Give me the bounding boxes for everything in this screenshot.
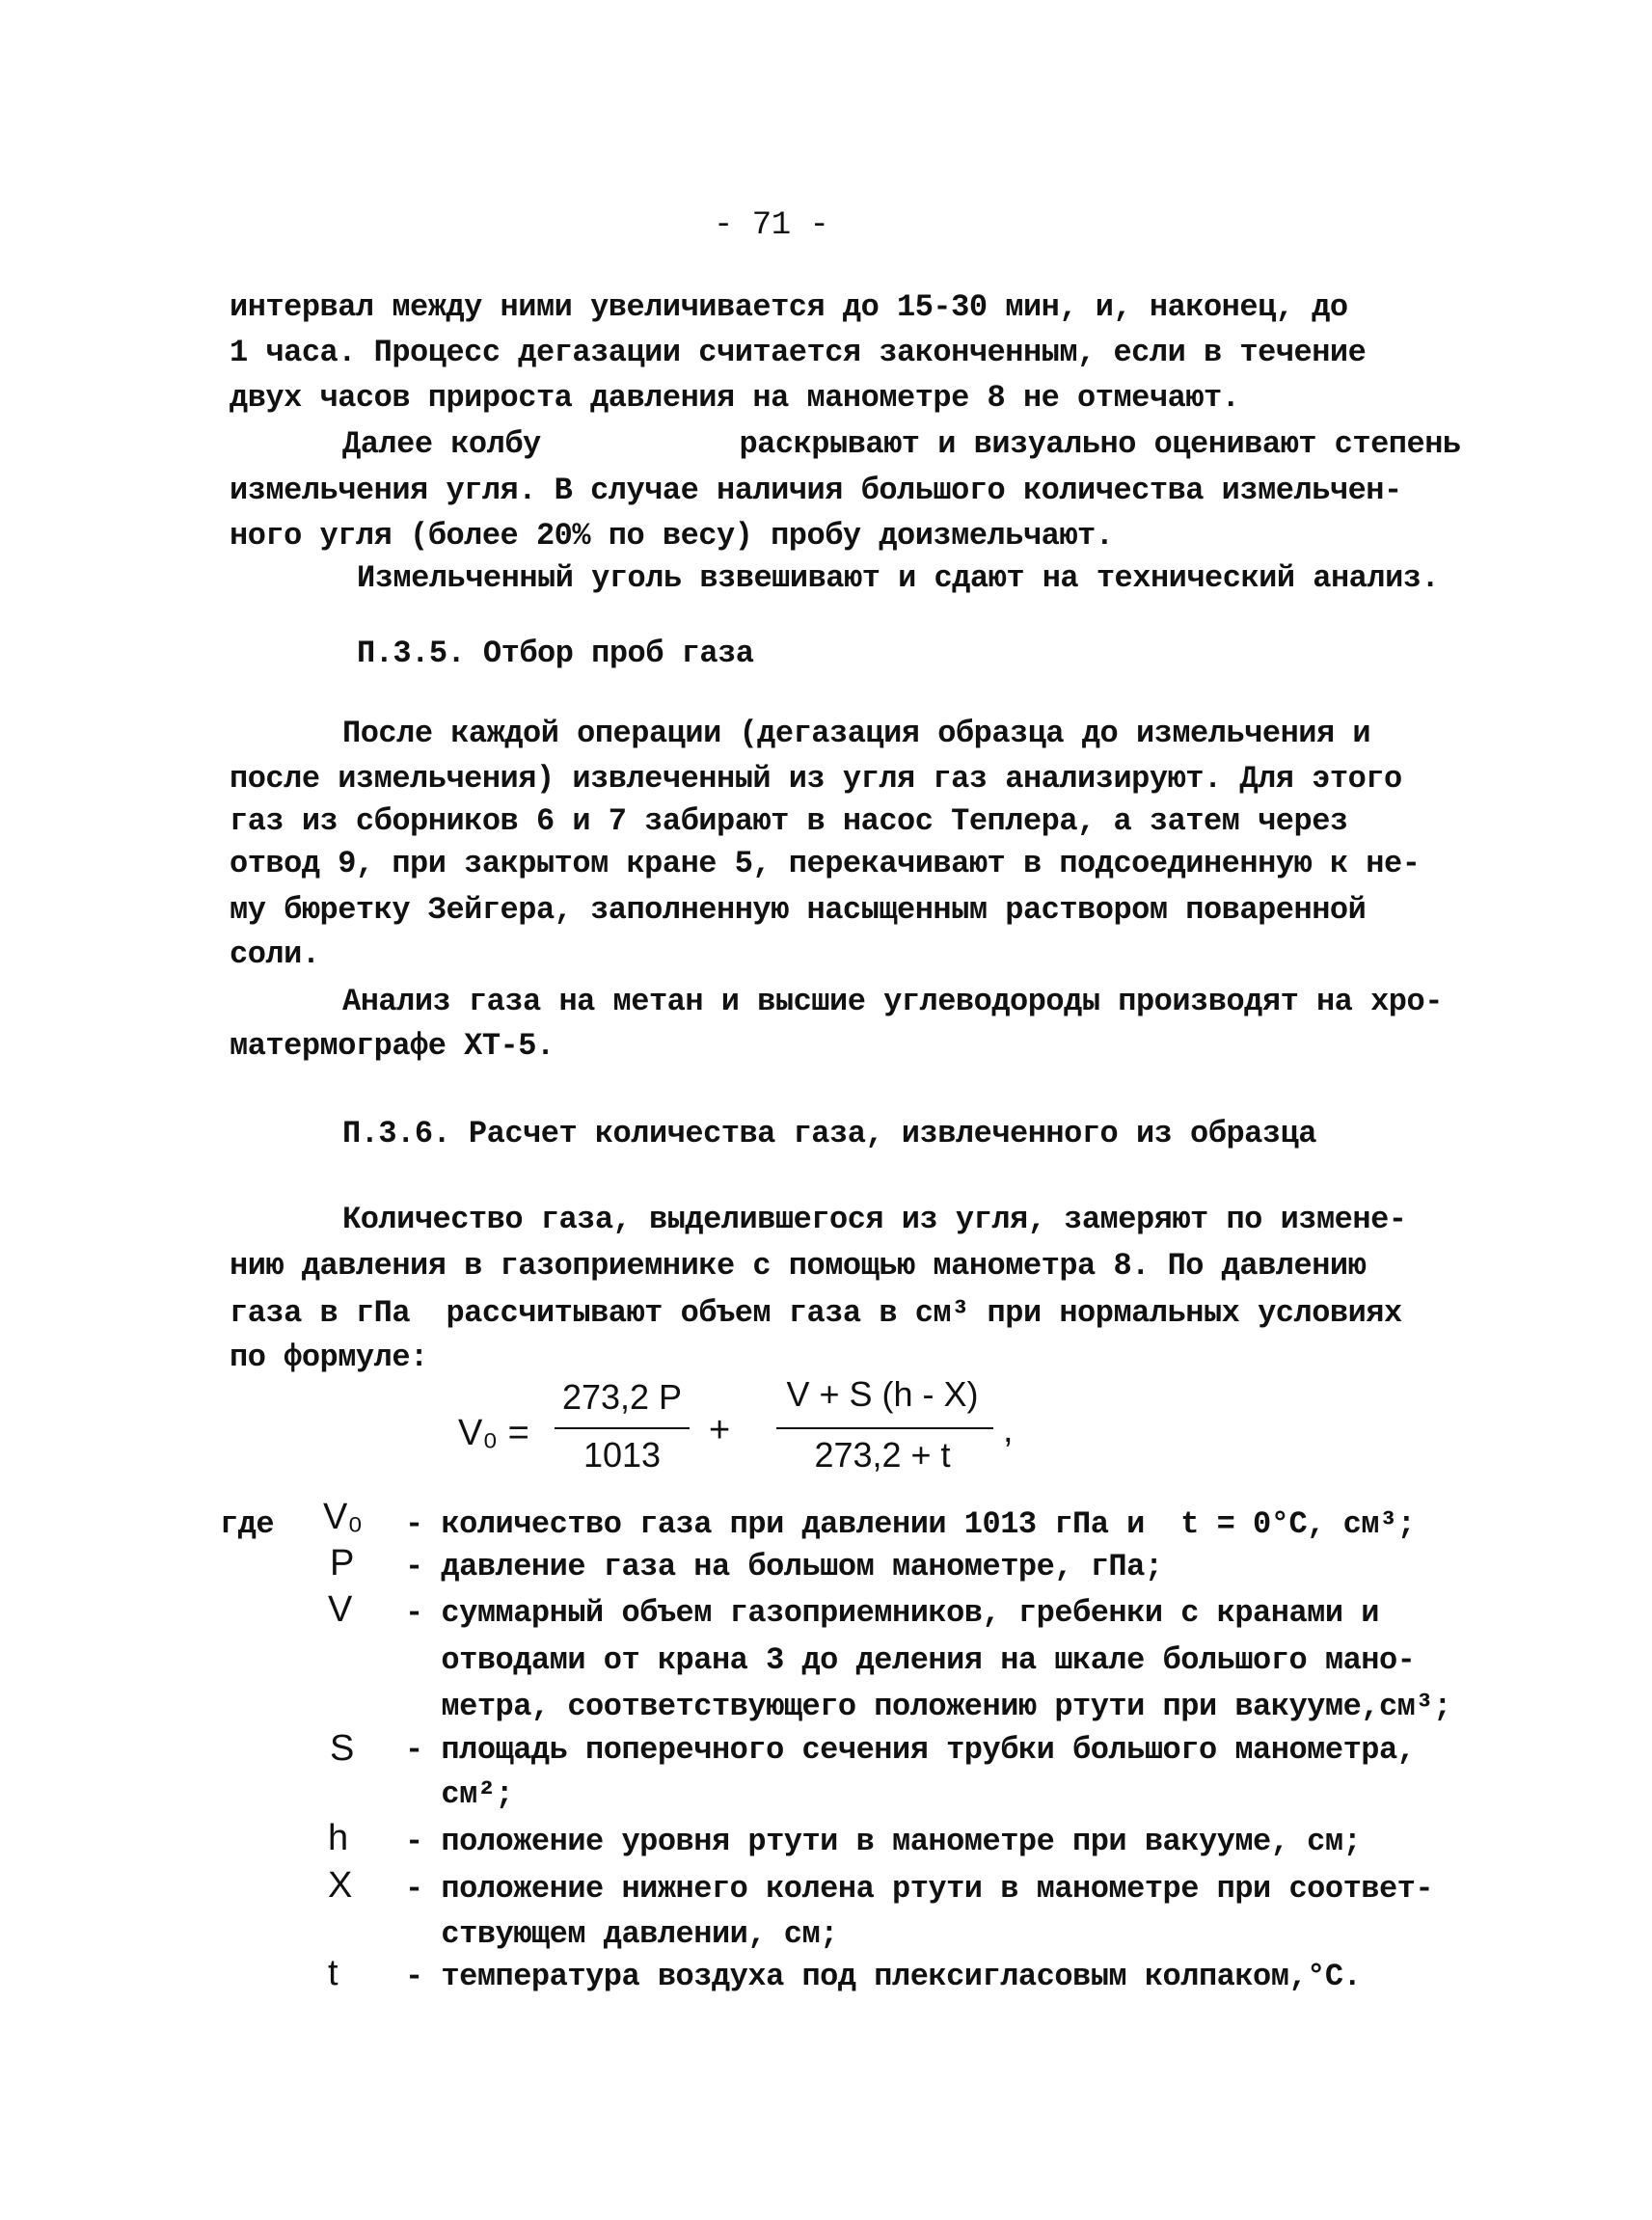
definition-text: ствующем давлении, см;: [405, 1916, 838, 1952]
definition-symbol: V₀: [323, 1497, 364, 1537]
text-line: Количество газа, выделившегося из угля, замеряют по измене-: [342, 1202, 1407, 1237]
definition-text: - суммарный объем газоприемников, гребенки с кранами и: [405, 1595, 1379, 1631]
definition-text: метра, соответствующего положению ртути при вакууме,см³;: [405, 1689, 1451, 1724]
definition-text: см²;: [405, 1776, 514, 1812]
text-line: соли.: [230, 936, 320, 972]
text-line: 1 часа. Процесс дегазации считается законченным, если в течение: [230, 335, 1367, 370]
definition-symbol: X: [328, 1865, 353, 1906]
text-line: после измельчения) извлеченный из угля газ анализируют. Для этого: [230, 761, 1402, 797]
formula-numerator-1: 273,2 P: [561, 1377, 683, 1417]
text-line: по формуле:: [230, 1340, 428, 1375]
text-line: После каждой операции (дегазация образца до измельчения и: [342, 716, 1371, 751]
formula-numerator-2: V + S (h - X): [786, 1374, 979, 1414]
text-line: газа в гПа рассчитывают объем газа в см³ при нормальных условиях: [230, 1295, 1402, 1331]
text-line: интервал между ними увеличивается до 15-30 мин, и, наконец, до: [230, 289, 1348, 325]
definition-text: - количество газа при давлении 1013 гПа и t = 0°C, см³;: [405, 1506, 1416, 1542]
text-line: му бюретку Зейгера, заполненную насыщенным раствором поваренной: [230, 892, 1367, 928]
definition-text: отводами от крана 3 до деления на шкале большого мано-: [405, 1642, 1416, 1678]
text-line: двух часов прироста давления на манометре 8 не отмечают.: [230, 380, 1240, 416]
definition-text: - положение уровня ртути в манометре при вакууме, см;: [405, 1824, 1362, 1859]
section-heading: П.3.6. Расчет количества газа, извлеченного из образца: [342, 1116, 1316, 1151]
definition-text: - площадь поперечного сечения трубки большого манометра,: [405, 1732, 1416, 1768]
definition-symbol: V: [328, 1589, 353, 1630]
text-line: газ из сборников 6 и 7 забирают в насос Теплера, а затем через: [230, 803, 1348, 839]
where-label: где: [220, 1506, 275, 1542]
definition-symbol: P: [330, 1543, 355, 1584]
definition-symbol: t: [328, 1953, 339, 1993]
fraction-bar: [555, 1427, 690, 1429]
text-line: Анализ газа на метан и высшие углеводороды производят на хро-: [342, 984, 1443, 1019]
definition-text: - температура воздуха под плексигласовым колпаком,°C.: [405, 1959, 1362, 1994]
fraction-bar: [776, 1427, 993, 1429]
text-line: Измельченный уголь взвешивают и сдают на технический анализ.: [357, 560, 1440, 596]
formula-denominator-1: 1013: [582, 1435, 662, 1475]
section-heading: П.3.5. Отбор проб газа: [357, 636, 754, 671]
text-line: измельчения угля. В случае наличия большого количества измельчен-: [230, 473, 1402, 508]
formula-comma: ,: [1003, 1410, 1014, 1450]
formula-lhs: V₀ =: [458, 1413, 529, 1453]
formula-denominator-2: 273,2 + t: [814, 1435, 951, 1475]
definition-text: - положение нижнего колена ртути в манометре при соответ-: [405, 1871, 1434, 1907]
text-line: ного угля (более 20% по весу) пробу доизмельчают.: [230, 518, 1114, 554]
definition-symbol: S: [330, 1728, 355, 1769]
page-number: - 71 -: [714, 207, 829, 244]
definition-text: - давление газа на большом манометре, гПа;: [405, 1549, 1163, 1584]
text-line: нию давления в газоприемнике с помощью манометра 8. По давлению: [230, 1248, 1367, 1284]
formula-plus: +: [709, 1410, 731, 1450]
text-line: матермографе ХТ-5.: [230, 1028, 555, 1064]
text-line: Далее колбу раскрывают и визуально оценивают степень: [342, 426, 1461, 462]
definition-symbol: h: [328, 1818, 349, 1858]
text-line: отвод 9, при закрытом кране 5, перекачивают в подсоединенную к не-: [230, 846, 1421, 881]
